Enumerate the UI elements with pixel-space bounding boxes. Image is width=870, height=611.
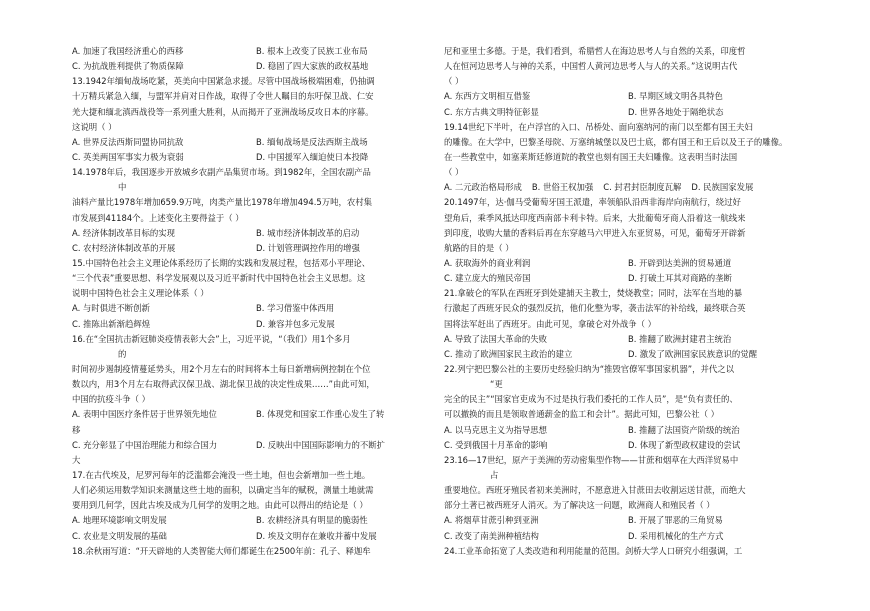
question-text-line: 在一些教堂中，如塞莱斯廷修道院的教堂也刻有国王夫妇雕像。这表明当时法国 bbox=[444, 151, 738, 162]
question-text-line: 十万精兵紧急入缅，与盟军并肩对日作战，取得了令世人瞩目的东吁保卫战、仁安 bbox=[72, 91, 374, 102]
option-row bbox=[444, 271, 812, 286]
question-text-line: 这说明（ ） bbox=[72, 121, 117, 132]
question-text-continuation: “更 bbox=[490, 379, 503, 390]
answer-option-a: C. 充分彰显了中国治理能力和综合国力 bbox=[72, 439, 218, 450]
question-text-line: 14.1978年后，我国逐步开放城乡农副产品集贸市场。到1982年，全国农副产品 bbox=[72, 167, 371, 178]
answer-option-b: D. 中国援军入缅迫使日本投降 bbox=[256, 151, 369, 162]
question-text-line: 尼和亚里士多德。于是，我们看到，希腊哲人在海边思考人与自然的关系，印度哲 bbox=[444, 46, 746, 56]
answer-option-a: A. 与时俱进不断创新 bbox=[72, 303, 150, 314]
option-row bbox=[444, 347, 812, 362]
answer-option-a: C. 推动了欧洲国家民主政治的建立 bbox=[444, 348, 573, 359]
option-row bbox=[444, 89, 812, 104]
answer-option-b: B. 早期区域文明各具特色 bbox=[628, 91, 723, 102]
answer-option-b: D. 体现了新型政权建设的尝试 bbox=[628, 439, 741, 450]
answer-option-a: C. 东方古典文明特征彰显 bbox=[444, 106, 539, 117]
question-text-continuation: 占 bbox=[490, 469, 499, 480]
question-text-line: 22.列宁把巴黎公社的主要历史经验归纳为“推毁官僚军事国家机器”，并代之以 bbox=[444, 363, 734, 374]
answer-option-a: A. 以马克思主义为指导思想 bbox=[444, 424, 548, 435]
question-text-line: 羌大捷和缅北滇西战役等一系列重大胜利，从而揭开了亚洲战场反攻日本的序幕。 bbox=[72, 106, 374, 117]
option-row bbox=[72, 135, 440, 150]
answer-option-a: A. 加速了我国经济重心的西移 bbox=[72, 46, 184, 56]
option-row bbox=[444, 423, 812, 438]
question-text-line: 20.1497年，达·伽马受葡萄牙国王派遣，率领船队沿西非海岸向南航行，绕过好 bbox=[444, 197, 741, 208]
option-row bbox=[72, 150, 440, 165]
question-text-line: 19.14世纪下半叶，在卢浮宫的入口、吊桥处、面向塞纳河的南门以至都有国王夫妇 bbox=[444, 121, 753, 132]
question-text-line: 16.在“全国抗击新冠肺炎疫情表彰大会”上，习近平说，“（我们）用1个多月 bbox=[72, 333, 351, 344]
option-row bbox=[444, 256, 812, 271]
answer-option-b: B. 缅甸战场是反法西斯主战场 bbox=[256, 136, 368, 147]
answer-option-a: A. 东西方文明相互借鉴 bbox=[444, 91, 531, 102]
left-column bbox=[72, 44, 440, 559]
question-text-line: 要用到几何学，因此古埃及成为几何学的发明之地。由此可以得出的结论是（ ） bbox=[72, 500, 368, 511]
question-text-line: （ ） bbox=[444, 76, 464, 87]
question-text-line: 15.中国特色社会主义理论体系经历了长期的实践和发展过程，包括邓小平理论、 bbox=[72, 257, 371, 268]
question-text-line: 13.1942年缅甸战场吃紧，英美向中国紧急求援。尽管中国战场极端困难，仍抽调 bbox=[72, 76, 375, 87]
answer-option-b: D. 打破土耳其对商路的垄断 bbox=[628, 273, 732, 284]
answer-option-a: C. 改变了南美洲种植结构 bbox=[444, 530, 539, 541]
question-text-line: 中国的抗疫斗争（ ） bbox=[72, 394, 151, 405]
answer-option-d: D. 民族国家发展 bbox=[691, 182, 754, 193]
answer-option-a: A. 经济体制改革目标的实现 bbox=[72, 227, 176, 238]
answer-option-b: D. 激发了欧洲国家民族意识的觉醒 bbox=[628, 348, 758, 359]
option-row bbox=[72, 226, 440, 241]
answer-option-a: A. 二元政治格局形成 bbox=[444, 182, 522, 193]
answer-option-a: C. 为抗战胜利提供了物质保障 bbox=[72, 61, 184, 72]
option-row bbox=[72, 301, 440, 316]
answer-option-b: D. 世界各地处于隔绝状态 bbox=[628, 106, 724, 117]
answer-option-c: C. 封君封臣制度瓦解 bbox=[603, 182, 682, 193]
question-text-line: 23.16—17世纪，原产于美洲的劳动密集型作物——甘蔗和烟草在大西洋贸易中 bbox=[444, 454, 739, 465]
answer-option-b: D. 采用机械化的生产方式 bbox=[628, 530, 724, 541]
answer-option-a: A. 世界反法西斯同盟协同抗敌 bbox=[72, 136, 184, 147]
answer-option-a: C. 推陈出新渐趋辉煌 bbox=[72, 318, 151, 329]
answer-option-b: B. 城市经济体制改革的启动 bbox=[256, 227, 360, 238]
question-text-line: 到印度，收购大量的香料后再在东穿越马六甲进入东亚贸易，可见，葡萄牙开辟新 bbox=[444, 227, 746, 238]
option-row bbox=[72, 407, 440, 422]
question-text-line: 人在恒河边思考人与神的关系，中国哲人黄河边思考人与人的关系。”这说明古代 bbox=[444, 61, 738, 72]
answer-option-a: A. 将烟草甘蔗引种到亚洲 bbox=[444, 515, 539, 526]
answer-option-b: D. 反映出中国国际影响力的不断扩 bbox=[256, 439, 386, 450]
option-row bbox=[444, 438, 812, 453]
question-text-line: 18.余秋雨写道：“开天辟地的人类智能大师们都诞生在2500年前：孔子、释迦牟 bbox=[72, 545, 371, 556]
question-text-line: 24.工业革命拓宽了人类改造和利用能量的范围。剑桥大学人口研究小组强调，工 bbox=[444, 545, 743, 556]
question-text-line: 人们必须运用数学知识来测量这些土地的面积，以确定当年的赋税，测量土地就需 bbox=[72, 485, 374, 496]
answer-option-a: C. 农业是文明发展的基础 bbox=[72, 530, 167, 541]
option-row bbox=[444, 105, 812, 120]
answer-option-b: B. 农耕经济具有明显的脆弱性 bbox=[256, 515, 368, 526]
option-row bbox=[444, 529, 812, 544]
question-text-line: “三个代表”重要思想、科学发展观以及习近平新时代中国特色社会主义思想。这 bbox=[72, 273, 366, 284]
question-text-line: 油料产量比1978年增加659.9万吨，肉类产量比1978年增加494.5万吨，农村集 bbox=[72, 197, 372, 208]
question-text-line: 17.在古代埃及，尼罗河每年的泛滥都会淹没一些土地，但也会新增加一些土地。 bbox=[72, 469, 371, 480]
option-row bbox=[72, 317, 440, 332]
question-text-line: 移 bbox=[72, 424, 81, 435]
question-text-line: 21.拿破仑的军队在西班牙到处建捕天主教士，焚烧教堂；同时，法军在当地的暴 bbox=[444, 288, 743, 299]
question-text-continuation: 的 bbox=[118, 348, 127, 359]
answer-option-b: B. 根本上改变了民族工业布局 bbox=[256, 46, 368, 56]
answer-option-a: C. 农村经济体制改革的开展 bbox=[72, 242, 176, 253]
option-row bbox=[444, 180, 812, 195]
question-text-line: 重要地位。西班牙殖民者初来美洲时，不愿意进入甘蔗田去收割运送甘蔗，而绝大 bbox=[444, 485, 746, 496]
answer-option-a: C. 英美两国军事实力极为衰弱 bbox=[72, 151, 184, 162]
answer-option-a: C. 建立庞大的殖民帝国 bbox=[444, 273, 531, 284]
option-row bbox=[444, 332, 812, 347]
question-text-line: 完全的民主”“国家官吏成为不过是执行我们委托的工作人员”，是“负有责任的、 bbox=[444, 394, 738, 405]
question-text-line: 大 bbox=[72, 454, 81, 465]
answer-option-b: B. 学习借鉴中体西用 bbox=[256, 303, 335, 314]
question-text-line: 时间初步遏制疫情蔓延势头，用2个月左右的时间将本土每日新增病例控制在个位 bbox=[72, 363, 371, 374]
question-text-line: 市发展到41184个。上述变化主要得益于（ ） bbox=[72, 212, 244, 223]
answer-option-a: C. 受到俄国十月革命的影响 bbox=[444, 439, 548, 450]
answer-option-b: B. 推翻了法国资产阶级的统治 bbox=[628, 424, 740, 435]
question-text-line: 航路的目的是（ ） bbox=[444, 242, 514, 253]
question-text-line: 说明中国特色社会主义理论体系（ ） bbox=[72, 288, 209, 299]
question-text-line: 部分土著已被西班牙人消灭。为了解决这一问题，欧洲商人和殖民者（ ） bbox=[444, 500, 715, 511]
option-row bbox=[72, 529, 440, 544]
option-row bbox=[72, 438, 440, 453]
question-text-continuation: 中 bbox=[118, 182, 127, 193]
answer-option-b: D. 兼容并包多元发展 bbox=[256, 318, 335, 329]
answer-option-b: B. 世俗王权加强 bbox=[531, 182, 594, 193]
answer-option-b: D. 埃及文明存在兼收并蓄中发展 bbox=[256, 530, 377, 541]
answer-option-b: B. 推翻了欧洲封建君主统治 bbox=[628, 333, 732, 344]
option-row bbox=[72, 59, 440, 74]
answer-option-b: B. 体现党和国家工作重心发生了转 bbox=[256, 409, 385, 420]
answer-option-a: A. 获取海外的商业利润 bbox=[444, 257, 531, 268]
answer-option-a: A. 表明中国医疗条件居于世界领先地位 bbox=[72, 409, 217, 420]
answer-option-b: B. 开展了罪恶的三角贸易 bbox=[628, 515, 723, 526]
option-row bbox=[72, 44, 440, 59]
question-text-line: 行激起了西班牙民众的强烈反抗，他们化整为零，袭击法军的补给线，最终联合英 bbox=[444, 303, 746, 314]
answer-option-b: D. 计划管理调控作用的增强 bbox=[256, 242, 360, 253]
answer-option-a: A. 导致了法国大革命的失败 bbox=[444, 333, 548, 344]
question-text-line: 可以撤换的而且是领取普通薪金的监工和会计”。据此可知，巴黎公社（ ） bbox=[444, 409, 719, 420]
right-column bbox=[444, 44, 812, 559]
question-text-line: 国将法军赶出了西班牙。由此可见，拿破仑对外战争（ ） bbox=[444, 318, 657, 329]
answer-option-a: A. 地理环境影响文明发展 bbox=[72, 515, 167, 526]
option-row bbox=[444, 513, 812, 528]
option-row bbox=[72, 513, 440, 528]
question-text-line: 数以内，用3个月左右取得武汉保卫战、湖北保卫战的决定性成果……”由此可知， bbox=[72, 379, 375, 390]
question-text-line: 望角后，乘季风抵达印度西南部卡利卡特。后来，大批葡萄牙商人沿着这一航线来 bbox=[444, 212, 746, 223]
question-text-line: 的雕像。在大学中，巴黎圣母院、万塞纳城堡以及巴士底，都有国王和王后以及王子的雕像。 bbox=[444, 136, 788, 147]
answer-option-b: B. 开辟到达美洲的贸易通道 bbox=[628, 257, 732, 268]
question-text-line: （ ） bbox=[444, 167, 464, 178]
option-row bbox=[72, 241, 440, 256]
answer-option-b: D. 稳固了四大家族的政权基地 bbox=[256, 61, 369, 72]
